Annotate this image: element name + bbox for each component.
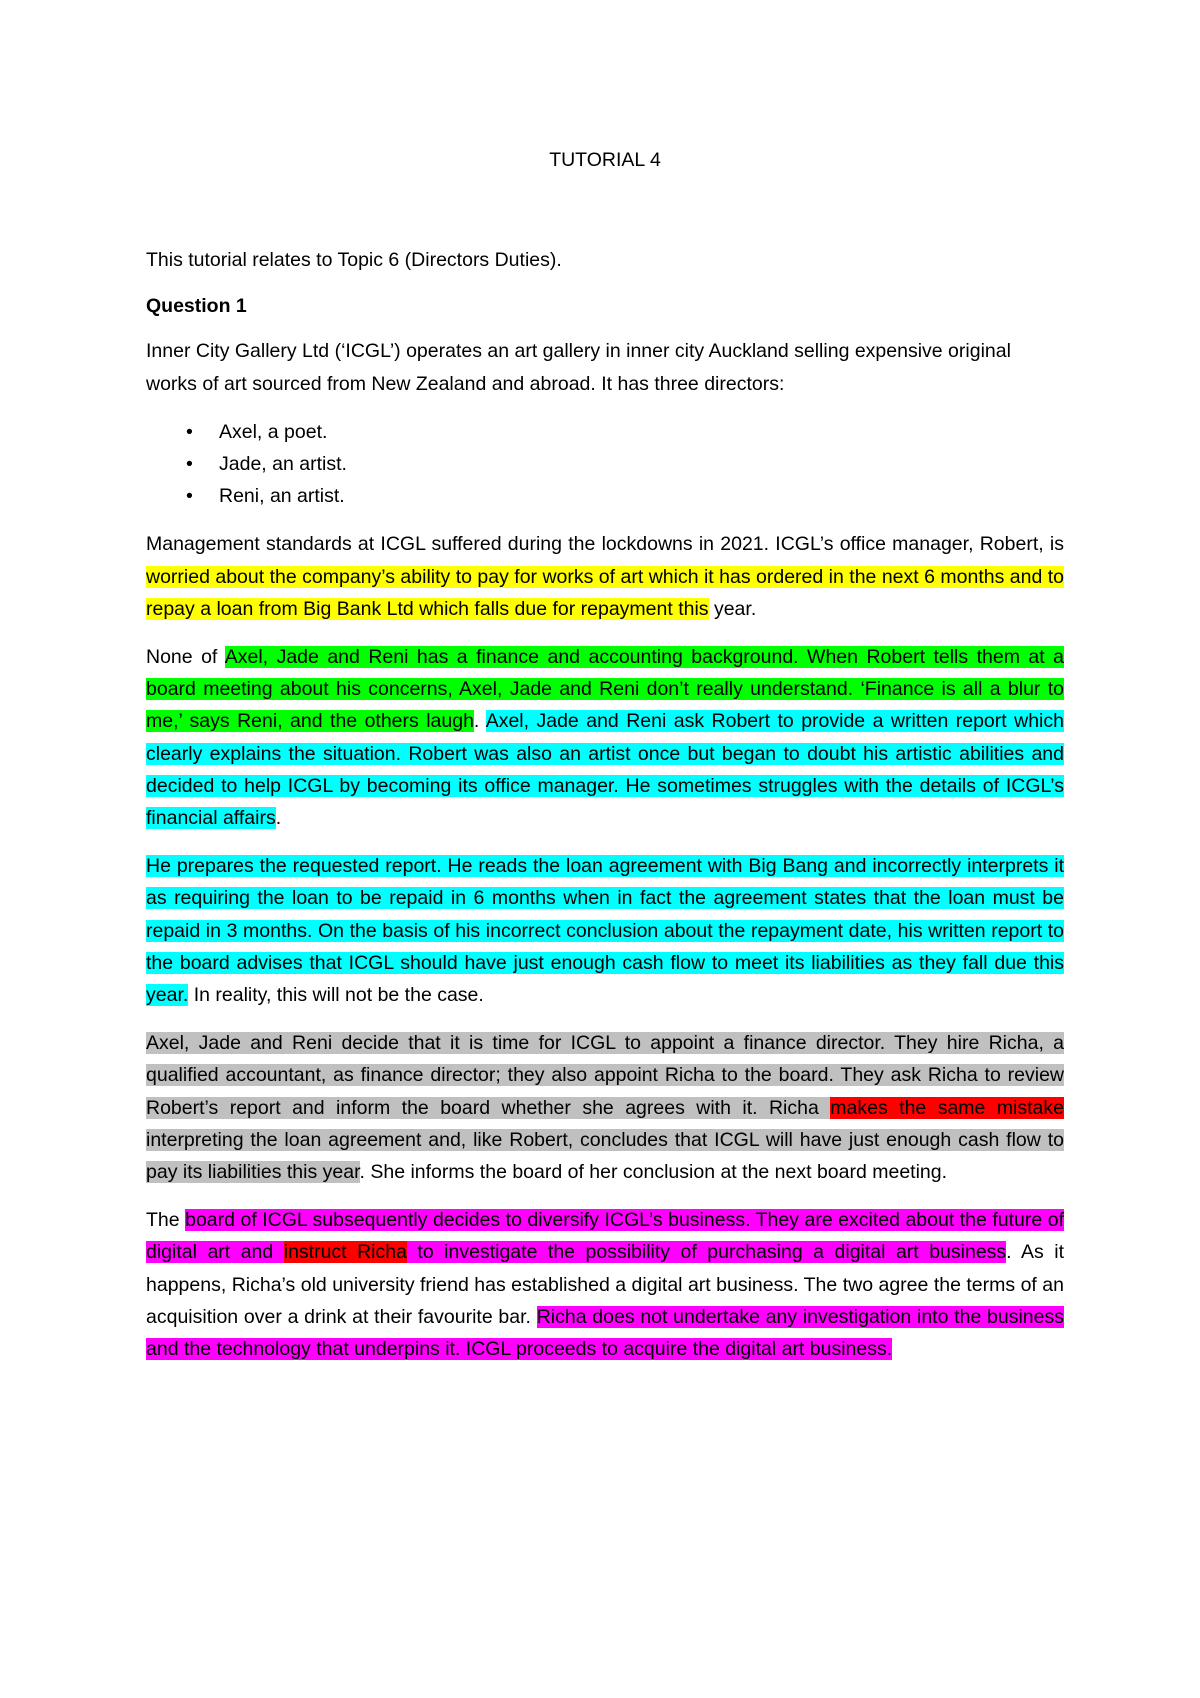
list-item	[146, 448, 1064, 480]
document-title: TUTORIAL 4	[549, 149, 661, 171]
highlight-red: makes the same mistake	[830, 1096, 1064, 1119]
text-run: . As it happens, Richa’s old university friend has established a digital art business. The two agree the terms of an acquisition over a drink at their favourite bar.	[146, 1241, 1065, 1328]
text-run: The	[146, 1209, 186, 1232]
director-reni: Reni, an artist.	[219, 485, 345, 508]
text-run: . She informs the board of her conclusion at the next board meeting.	[359, 1161, 948, 1184]
directors-list	[146, 416, 1064, 513]
intro-text: This tutorial relates to Topic 6 (Directors Duties).	[146, 249, 562, 271]
list-item	[146, 480, 1064, 512]
paragraph-report	[146, 850, 1064, 1011]
highlight-cyan: Axel, Jade and Reni ask Robert to provide a written report which clearly explains the situation. Robert was also an artist once but began to doubt his artistic abilities and decided to help ICGL by becoming its office manager. He sometimes struggles with the details of ICGL’s financial affairs	[146, 710, 1064, 830]
bullet-icon: •	[186, 420, 193, 443]
text-run: None of	[146, 646, 225, 669]
bullet-icon: •	[186, 453, 193, 476]
list-item	[146, 416, 1064, 448]
paragraph-board-background	[146, 641, 1064, 834]
highlight-cyan: He prepares the requested report. He reads the loan agreement with Big Bang and incorrectly interprets it as requiring the loan to be repaid in 6 months when in fact the agreement states that the loan must be repaid in 3 months. On the basis of his incorrect conclusion about the repayment date, his written report to the board advises that ICGL should have just enough cash flow to meet its liabilities as they fall due this year.	[146, 855, 1064, 1007]
text-run: .	[275, 807, 282, 830]
question-heading: Question 1	[146, 295, 247, 318]
highlight-magenta: Richa does not undertake any investigation into the business and the technology that underpins it. ICGL proceeds to acquire the digital art business.	[146, 1305, 1064, 1361]
highlight-magenta: board of ICGL subsequently decides to diversify ICGL’s business. They are excited about the future of digital art and	[146, 1209, 1064, 1264]
highlight-grey: interpreting the loan agreement and, like Robert, concludes that ICGL will have just enough cash flow to pay its liabilities this year	[146, 1128, 1064, 1184]
highlight-yellow: worried about the company’s ability to pay for works of art which it has ordered in the next 6 months and to repay a loan from Big Bank Ltd which falls due for repayment this	[146, 565, 1064, 620]
highlight-green: Axel, Jade and Reni has a finance and accounting background. When Robert tells them at a board meeting about his concerns, Axel, Jade and Reni don’t really understand. ‘Finance is all a blur to me,’ says Reni, and the others laugh	[146, 646, 1065, 733]
highlight-magenta: to investigate the possibility of purchasing a digital art business	[406, 1241, 1007, 1264]
text-run: .	[473, 710, 486, 733]
paragraph-company-intro: Inner City Gallery Ltd (‘ICGL’) operates an art gallery in inner city Auckland selling expensive original works of art sourced from New Zealand and abroad. It has three directors:	[146, 340, 1011, 395]
text-run: year.	[708, 597, 757, 620]
bullet-icon: •	[186, 485, 193, 508]
highlight-red: instruct Richa	[283, 1241, 407, 1264]
director-jade: Jade, an artist.	[219, 453, 347, 476]
paragraph-management	[146, 528, 1064, 625]
paragraph-finance-director	[146, 1027, 1064, 1188]
director-axel: Axel, a poet.	[219, 420, 328, 443]
text-run: Management standards at ICGL suffered during the lockdowns in 2021. ICGL’s office manager, Robert, is	[146, 533, 1064, 556]
text-run: In reality, this will not be the case.	[188, 984, 484, 1007]
paragraph-digital-art	[146, 1204, 1064, 1365]
highlight-grey: Axel, Jade and Reni decide that it is time for ICGL to appoint a finance director. They hire Richa, a qualified accountant, as finance director; they also appoint Richa to the board. They ask Richa to review Robert’s report and inform the board whether she agrees with it. Richa	[146, 1032, 1064, 1119]
